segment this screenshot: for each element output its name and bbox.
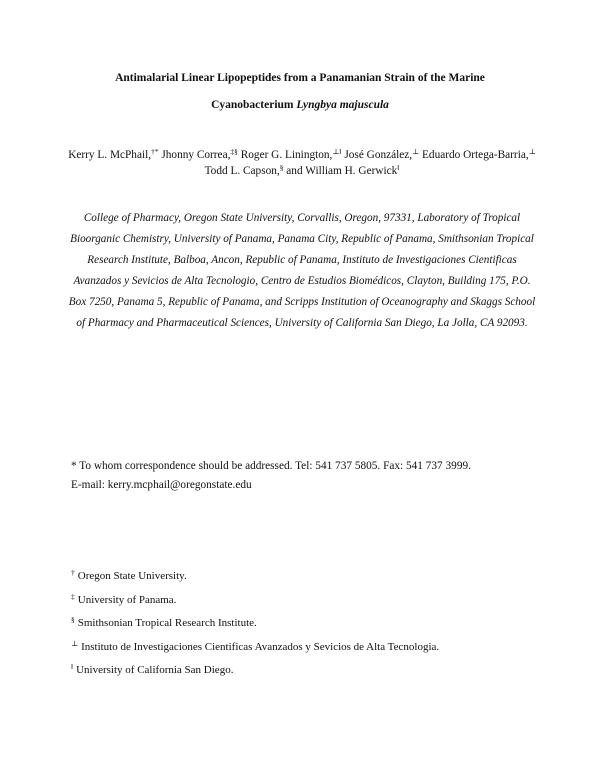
author: Roger G. Linington,⊥‖ [240, 147, 342, 161]
footnote-mark: ⊥ [71, 638, 79, 648]
correspondence-block [71, 457, 551, 495]
footnote-item: § Smithsonian Tropical Research Institute. [71, 615, 257, 629]
footnote-mark: ‡ [71, 591, 75, 601]
author-marks: †* [151, 147, 159, 156]
footnote-item: ⊥ Instituto de Investigaciones Cientificas Avanzados y Sevicios de Alta Tecnologia. [71, 638, 440, 653]
title-prefix: Cyanobacterium [211, 99, 297, 111]
footnote-item: ‖ University of California San Diego. [71, 662, 234, 676]
paper-title-line2 [60, 98, 540, 112]
title-species: Lyngbya majuscula [296, 99, 389, 111]
footnote-item: ‡ University of Panama. [71, 591, 177, 606]
author-marks: ‡§ [230, 147, 238, 156]
author: Eduardo Ortega-Barria,⊥ [422, 147, 536, 161]
correspondence-email: E-mail: kerry.mcphail@oregonstate.edu [71, 479, 252, 491]
author: Todd L. Capson,§ [204, 163, 284, 177]
correspondence-contact: * To whom correspondence should be addressed. Tel: 541 737 5805. Fax: 541 737 3999. [71, 460, 471, 472]
author-marks: ⊥ [528, 147, 536, 156]
footnote-mark: † [71, 568, 75, 577]
paper-title-line1: Antimalarial Linear Lipopeptides from a Panamanian Strain of the Marine [115, 72, 485, 84]
author-marks: ‖ [397, 163, 400, 172]
author: Kerry L. McPhail,†* [68, 147, 159, 161]
affiliation-block: College of Pharmacy, Oregon State University, Corvallis, Oregon, 97331, Laboratory of Tropical Bioorganic Chemistry, University of Panama, Panama City, Republic of Panama, Smithsonian Tropical Research Institute, Balboa, Ancon, Republic of Panama, Instituto de Investigaciones Cientificas Avanzados y Sevicios de Alta Tecnologio, Centro de Estudios Biomédicos, Clayton, Building 175, P.O. Box 7250, Panama 5, Republic of Panama, and Scripps Institution of Oceanography and Skaggs School of Pharmacy and Pharmaceutical Sciences, University of California San Diego, La Jolla, CA 92093. [68, 212, 536, 329]
author-list [66, 147, 538, 179]
footnote-mark: § [71, 615, 75, 624]
footnote-item: † Oregon State University. [71, 568, 187, 582]
footnote-list [71, 563, 541, 681]
author: Jhonny Correa,‡§ [161, 147, 238, 161]
author-marks: § [279, 163, 284, 172]
author-marks: ⊥ [412, 147, 420, 156]
author: José González,⊥ [344, 147, 420, 161]
correspondence-mark: * [71, 460, 77, 472]
author-marks: ⊥‖ [332, 147, 342, 156]
author: and William H. Gerwick‖ [286, 163, 400, 177]
footnote-mark: ‖ [71, 662, 74, 671]
